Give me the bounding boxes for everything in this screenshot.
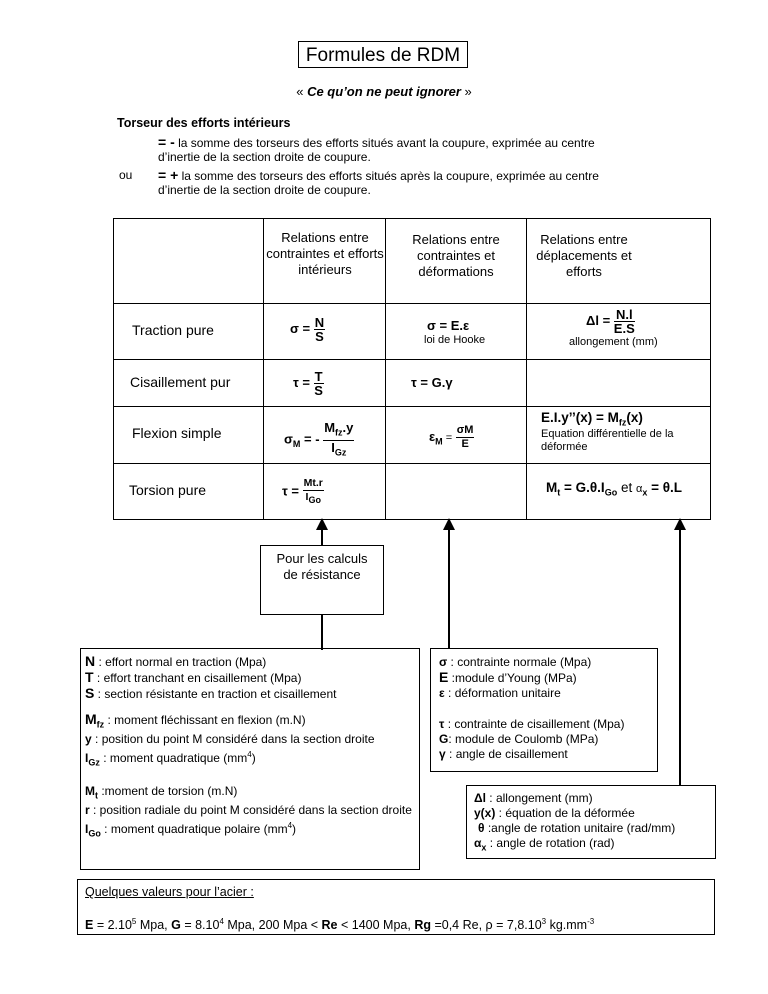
description: : position du point M considéré dans la section droite [91,732,375,747]
legend-yx [474,806,708,821]
description: : équation de la déformée [495,806,635,820]
symbol: γ [439,747,446,761]
description: : angle de cisaillement [445,747,568,761]
subtitle [0,84,768,99]
description: : moment quadratique (mm [99,751,248,766]
numerator [323,421,354,441]
formula-lhs: Δl = [586,312,611,328]
numerator-symbol: M [324,420,336,435]
legend-sigma [439,655,649,670]
calc-resistance-box: Pour les calculs de résistance [260,545,384,615]
subscript: M [435,436,443,447]
equation-rest: = θ.L [647,480,683,495]
subscript: x [642,487,648,498]
mt-symbol: M [546,480,558,495]
subscript: Go [308,495,321,506]
legend-delta-l [474,791,708,806]
subscript: x [481,842,487,853]
legend-E [439,670,649,686]
legend-N [85,654,415,670]
symbol: ε [439,686,445,700]
numerator: T [314,369,323,384]
superscript: 3 [541,917,547,926]
subscript: Go [604,487,618,498]
subscript: fz [618,417,627,428]
numerator-rest: .y [342,420,354,435]
elongation-note: allongement (mm) [569,336,658,348]
description: : déformation unitaire [444,686,561,700]
legend-Mt [85,784,415,803]
numerator: σM [456,424,474,436]
symbol: M [85,783,95,798]
denominator: S [315,329,324,344]
hooke-formula: σ = E.ε [427,318,470,333]
unit: Mpa, [136,918,172,933]
sigma-symbol: σ [284,431,293,447]
symbol: I [85,751,89,766]
denominator: E.S [613,321,635,336]
fraction [614,308,635,335]
arrow-up-icon [316,518,328,530]
torseur-line-2-text: la somme des torseurs des efforts situés après la coupure, exprimée au centre [181,169,599,183]
superscript: 4 [219,917,224,926]
legend-mid-box [430,648,658,772]
alpha-symbol: α [635,483,643,495]
arrow-up-icon [443,518,455,530]
equation-part: = G.θ.I [560,480,605,495]
legend-gamma [439,747,649,762]
subtitle-open-quote: « [296,84,304,99]
subscript: fz [335,427,343,438]
fraction [314,370,324,397]
torseur-heading: Torseur des efforts intérieurs [117,116,291,130]
table-col-divider [263,219,264,519]
description: : moment quadratique polaire (mm [100,822,288,837]
description-end: ) [292,822,297,837]
formula-lhs: σ = [290,320,311,336]
row-label-flexion: Flexion simple [132,425,222,441]
value: = 8.10 [180,918,220,933]
superscript: -3 [587,917,595,926]
shear-stress-formula [293,370,324,397]
legend-alpha [474,836,708,855]
numerator: N [314,315,325,330]
denominator [323,441,354,460]
numerator: Mt.r [303,477,323,489]
fraction [456,424,475,451]
bending-strain-formula [429,424,474,451]
description: : allongement (mm) [485,791,593,805]
superscript: 4 [287,821,293,831]
fraction [314,316,325,343]
page-title: Formules de RDM [298,41,468,68]
arrow-up-icon [674,518,686,530]
subscript: t [95,790,98,801]
symbol: α [474,836,482,850]
steel-values-line [85,914,707,933]
table-row-divider [114,303,710,304]
symbol: r [85,803,90,818]
description: :angle de rotation unitaire (rad/mm) [484,821,676,835]
numerator: N.l [614,308,635,322]
legend-Mfz [85,712,415,732]
header-col-3: Relations entre déplacements et efforts [536,232,632,279]
arrow-shaft [448,530,450,648]
denominator: E [461,438,469,450]
legend-T [85,670,415,686]
legend-right-box [466,785,716,859]
description: : module de Coulomb (MPa) [448,732,599,746]
equation-rest: (x) [626,410,643,425]
subscript: Gz [88,757,100,768]
torseur-line-1-text: la somme des torseurs des efforts situés avant la coupure, exprimée au centre [178,136,595,150]
elongation-formula [586,308,635,335]
unit: Mpa, 200 Mpa < [223,918,322,933]
et-word: et [617,480,636,495]
header-col-2: Relations entre contraintes et déformations [412,232,500,279]
steel-values-box [77,879,715,935]
formula-table [113,218,711,520]
arrow-shaft [321,530,323,546]
description: : position radiale du point M considéré dans la section droite [89,803,412,818]
symbol: T [85,669,94,685]
value: =0,4 Re, ρ = 7,8.10 [430,918,542,933]
epsilon-symbol: ε [429,428,436,444]
bending-stress-formula [284,421,354,459]
subscript: Go [88,828,101,839]
symbol: θ [478,821,485,835]
subscript: M [292,439,301,450]
symbol: M [85,711,97,727]
table-row-divider [114,463,710,464]
description: : moment fléchissant en flexion (m.N) [104,713,306,727]
ou-label: ou [119,168,133,182]
symbol: I [85,822,89,837]
formula-lhs: τ = [293,374,311,390]
arrow-shaft [679,530,681,785]
symbol-G: G [171,918,181,933]
equals-minus: = - [300,431,320,447]
torseur-line-1-cont: d’inertie de la section droite de coupure. [158,150,371,164]
description: :module d’Young (MPa) [448,671,577,685]
description: :moment de torsion (m.N) [98,783,238,798]
symbol: y(x) [474,806,496,820]
symbol-Rg: Rg [414,918,431,933]
denominator [303,491,324,507]
plus-sign: = + [158,167,179,183]
description: : effort normal en traction (Mpa) [95,655,267,669]
unit: kg.mm [546,918,588,933]
legend-S [85,686,415,702]
formula-lhs: τ = [282,483,300,499]
deflection-note: Equation différentielle de la déformée [541,428,674,453]
symbol: G [439,732,449,746]
superscript: 5 [131,917,137,926]
description: : contrainte normale (Mpa) [447,655,592,669]
table-row-divider [114,359,710,360]
shear-hooke-formula: τ = G.γ [411,375,453,390]
subtitle-close-quote: » [464,84,472,99]
row-label-torsion: Torsion pure [129,482,207,498]
description: : angle de rotation (rad) [486,836,615,850]
description: : contrainte de cisaillement (Mpa) [444,717,625,731]
equals: = [442,431,453,444]
fraction [323,421,354,459]
minus-sign: = - [158,134,175,150]
steel-values-heading: Quelques valeurs pour l’acier : [85,885,254,899]
symbol-E: E [85,918,94,933]
description-end: ) [251,751,256,766]
subscript: t [557,487,561,498]
legend-y [85,732,415,747]
symbol: σ [439,655,448,669]
arrow-shaft [321,614,323,650]
row-label-traction: Traction pure [132,322,214,338]
denominator-symbol: I [331,439,335,455]
torseur-line-2 [158,168,650,184]
superscript: 4 [247,750,252,760]
torseur-line-2-cont: d’inertie de la section droite de coupure. [158,183,371,197]
symbol: E [439,669,449,685]
subtitle-text: Ce qu’on ne peut ignorer [307,84,461,99]
table-col-divider [385,219,386,519]
legend-left-box [80,648,420,870]
symbol: Δl [474,791,486,805]
legend-epsilon [439,686,649,701]
legend-G [439,732,649,747]
traction-stress-formula [290,316,325,343]
symbol: y [85,732,92,747]
table-row-divider [114,406,710,407]
subscript: fz [96,719,105,730]
hooke-note: loi de Hooke [424,334,486,346]
equation-main: E.I.y’’(x) = M [541,410,619,425]
symbol-Re: Re [321,918,338,933]
value: = 2.10 [93,918,132,933]
subscript: Gz [334,447,347,458]
fraction [303,477,324,507]
value: < 1400 Mpa, [337,918,415,933]
deflection-equation [541,410,643,428]
description: : effort tranchant en cisaillement (Mpa) [93,671,302,685]
legend-Igz [85,747,415,770]
legend-theta [474,821,708,836]
symbol: S [85,685,95,701]
torseur-line-1 [158,135,650,151]
torsion-stress-formula [282,477,324,507]
header-col-1: Relations entre contraintes et efforts intérieurs [266,230,384,277]
legend-tau [439,717,649,732]
table-col-divider [526,219,527,519]
denominator-symbol: I [305,491,309,503]
legend-Igo [85,818,415,841]
torsion-deformation-formula [546,480,682,498]
legend-r [85,803,415,818]
symbol: N [85,653,96,669]
row-label-cisaillement: Cisaillement pur [130,374,231,390]
denominator: S [314,383,323,398]
description: : section résistante en traction et cisaillement [94,687,337,701]
symbol: τ [439,717,445,731]
